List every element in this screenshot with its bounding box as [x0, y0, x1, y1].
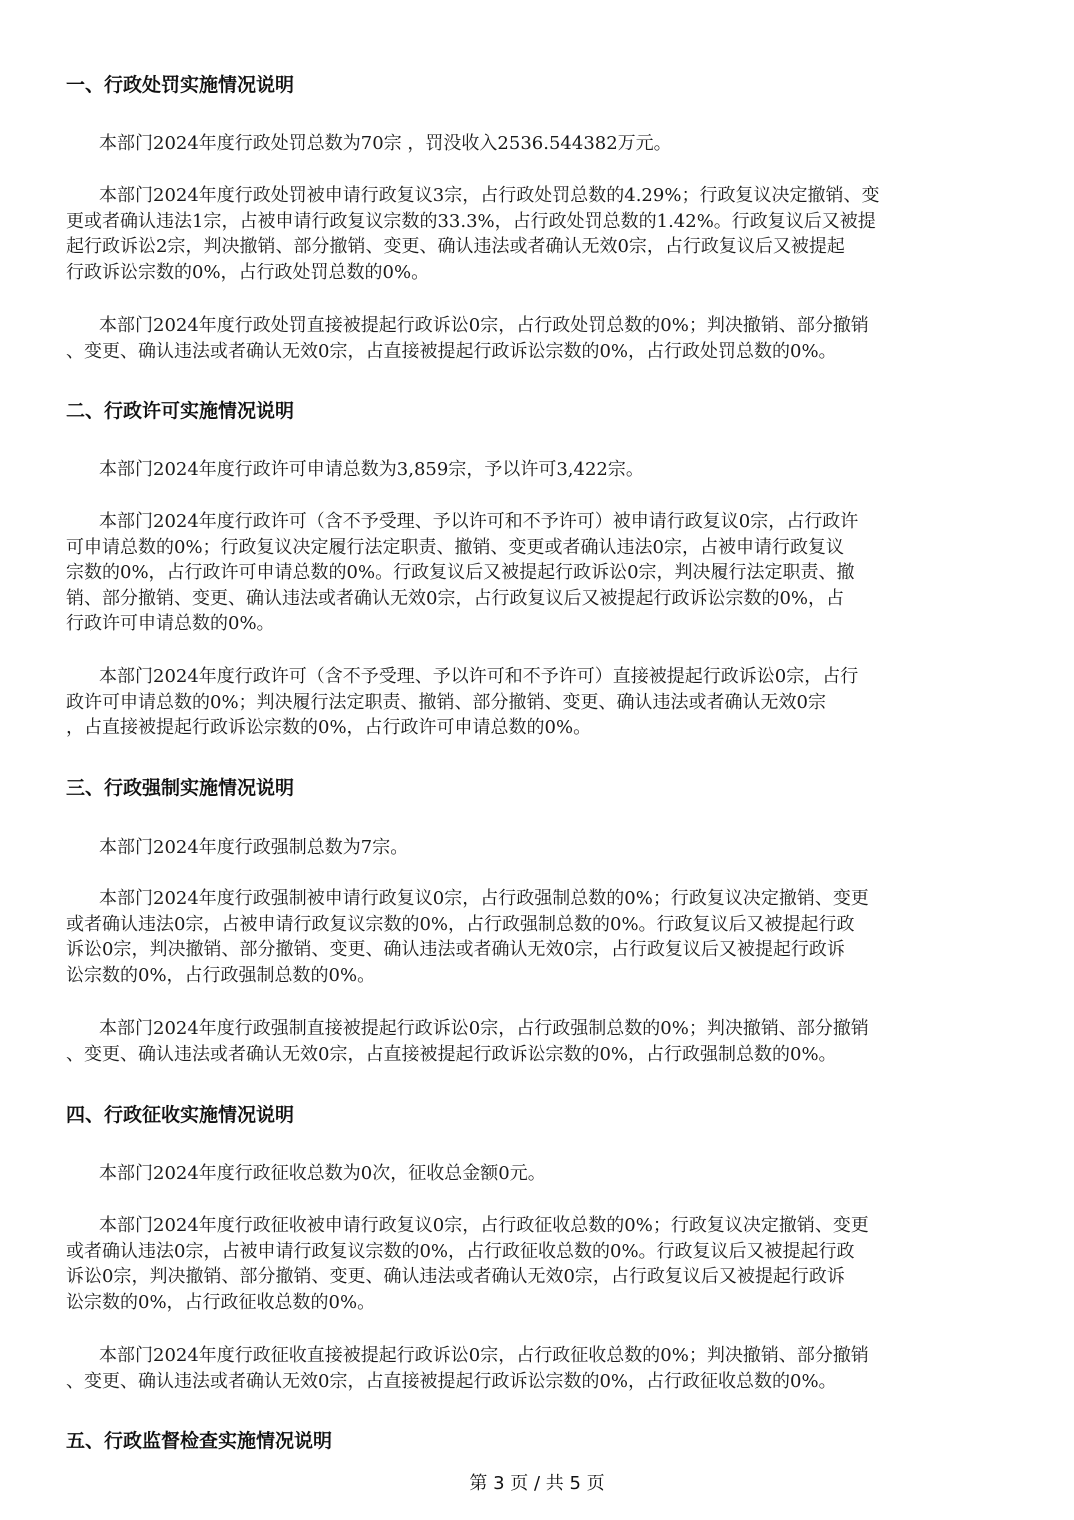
section-heading-inspection: 五、行政监督检查实施情况说明	[66, 1430, 333, 1452]
paragraph-line: 讼宗数的0%，占行政征收总数的0%。	[66, 1291, 376, 1313]
section-heading-license: 二、行政许可实施情况说明	[66, 400, 295, 422]
paragraph-line: 、变更、确认违法或者确认无效0宗，占直接被提起行政诉讼宗数的0%，占行政处罚总数的0%。	[66, 340, 837, 362]
paragraph	[66, 1343, 1004, 1394]
paragraph-line: 可申请总数的0%；行政复议决定履行法定职责、撤销、变更或者确认违法0宗，占被申请行政复议	[66, 536, 845, 558]
paragraph	[66, 183, 1004, 285]
paragraph-line: 、变更、确认违法或者确认无效0宗，占直接被提起行政诉讼宗数的0%，占行政征收总数的0%。	[66, 1370, 837, 1392]
paragraph-line: 本部门2024年度行政强制被申请行政复议0宗，占行政强制总数的0%；行政复议决定撤销、变更	[99, 888, 869, 909]
paragraph	[66, 131, 1004, 157]
paragraph-line: 销、部分撤销、变更、确认违法或者确认无效0宗，占行政复议后又被提起行政诉讼宗数的0%，占	[66, 587, 845, 609]
section-heading-levy: 四、行政征收实施情况说明	[66, 1104, 295, 1126]
section-heading-enforcement: 三、行政强制实施情况说明	[66, 777, 295, 799]
paragraph-line: ，占直接被提起行政诉讼宗数的0%，占行政许可申请总数的0%。	[66, 717, 592, 738]
paragraph	[66, 509, 1004, 637]
paragraph-line: 本部门2024年度行政强制总数为7宗。	[99, 837, 409, 858]
paragraph-line: 讼宗数的0%，占行政强制总数的0%。	[66, 964, 376, 986]
paragraph-line: 本部门2024年度行政处罚总数为70宗 ，罚没收入2536.544382万元。	[99, 133, 672, 154]
paragraph-line: 行政诉讼宗数的0%，占行政处罚总数的0%。	[66, 261, 430, 283]
paragraph-line: 本部门2024年度行政处罚直接被提起行政诉讼0宗，占行政处罚总数的0%；判决撤销、部分撤销	[99, 315, 869, 336]
paragraph-line: 或者确认违法0宗，占被申请行政复议宗数的0%，占行政征收总数的0%。行政复议后又被提起行政	[66, 1240, 855, 1262]
paragraph-line: 起行政诉讼2宗，判决撤销、部分撤销、变更、确认违法或者确认无效0宗，占行政复议后又被提起	[66, 236, 845, 257]
paragraph	[66, 1161, 1004, 1187]
paragraph-line: 本部门2024年度行政征收被申请行政复议0宗，占行政征收总数的0%；行政复议决定撤销、变更	[99, 1215, 869, 1236]
paragraph-line: 行政许可申请总数的0%。	[66, 613, 275, 634]
paragraph-line: 、变更、确认违法或者确认无效0宗，占直接被提起行政诉讼宗数的0%，占行政强制总数的0%。	[66, 1043, 837, 1065]
paragraph-line: 本部门2024年度行政许可（含不予受理、予以许可和不予许可）直接被提起行政诉讼0宗，占行	[99, 666, 859, 687]
section-heading-penalty: 一、行政处罚实施情况说明	[66, 74, 295, 96]
paragraph	[66, 1016, 1004, 1067]
paragraph-line: 本部门2024年度行政征收直接被提起行政诉讼0宗，占行政征收总数的0%；判决撤销、部分撤销	[99, 1345, 869, 1366]
paragraph	[66, 313, 1004, 364]
paragraph	[66, 457, 1004, 483]
paragraph-line: 本部门2024年度行政强制直接被提起行政诉讼0宗，占行政强制总数的0%；判决撤销、部分撤销	[99, 1018, 869, 1039]
paragraph-line: 诉讼0宗，判决撤销、部分撤销、变更、确认违法或者确认无效0宗，占行政复议后又被提起行政诉	[66, 1266, 845, 1287]
paragraph-line: 本部门2024年度行政许可申请总数为3,859宗，予以许可3,422宗。	[99, 459, 644, 480]
paragraph-line: 本部门2024年度行政许可（含不予受理、予以许可和不予许可）被申请行政复议0宗，占行政许	[99, 511, 859, 532]
paragraph-line: 本部门2024年度行政征收总数为0次，征收总金额0元。	[99, 1163, 546, 1184]
paragraph-line: 诉讼0宗，判决撤销、部分撤销、变更、确认违法或者确认无效0宗，占行政复议后又被提起行政诉	[66, 939, 845, 960]
paragraph-line: 政许可申请总数的0%；判决履行法定职责、撤销、部分撤销、变更、确认违法或者确认无效0宗	[66, 691, 827, 713]
paragraph-line: 或者确认违法0宗，占被申请行政复议宗数的0%，占行政强制总数的0%。行政复议后又被提起行政	[66, 913, 855, 935]
paragraph	[66, 1213, 1004, 1315]
paragraph-line: 更或者确认违法1宗，占被申请行政复议宗数的33.3%，占行政处罚总数的1.42%。行政复议后又被提	[66, 210, 876, 232]
paragraph-line: 本部门2024年度行政处罚被申请行政复议3宗，占行政处罚总数的4.29%；行政复议决定撤销、变	[99, 185, 880, 206]
paragraph	[66, 886, 1004, 988]
page-number: 第 3 页 / 共 5 页	[469, 1473, 605, 1494]
paragraph	[66, 835, 1004, 861]
paragraph-line: 宗数的0%，占行政许可申请总数的0%。行政复议后又被提起行政诉讼0宗，判决履行法定职责、撤	[66, 562, 855, 583]
paragraph	[66, 664, 1004, 741]
